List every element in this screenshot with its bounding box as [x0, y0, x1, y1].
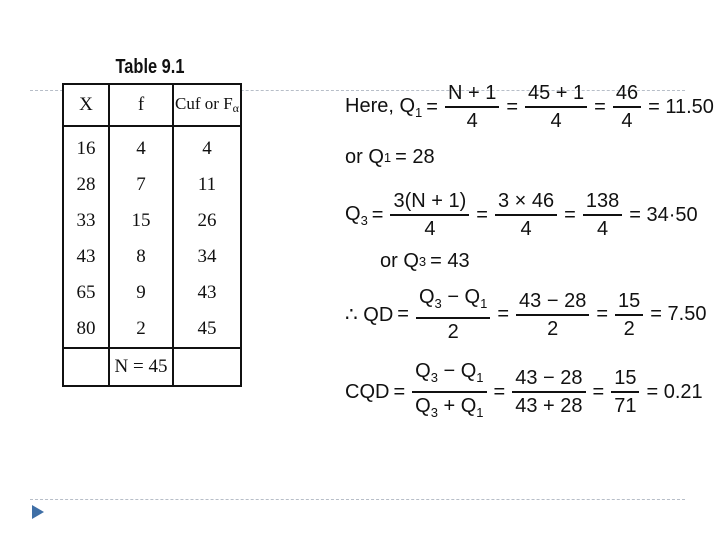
table-caption: Table 9.1 — [115, 56, 185, 78]
cell-cf: 4 — [173, 126, 241, 167]
cell-x: 80 — [63, 311, 109, 348]
cell-f: 2 — [109, 311, 173, 348]
formula-result: = 7.50 — [650, 303, 707, 325]
denominator: 4 — [550, 110, 562, 132]
equals-sign: = — [506, 95, 518, 118]
numerator: 3(N + 1) — [390, 190, 469, 216]
cell-cf: 26 — [173, 203, 241, 239]
cell-cf: 43 — [173, 275, 241, 311]
equals-sign: = — [493, 380, 506, 403]
header-cumulative-subscript: α — [232, 101, 239, 115]
cell-f: 4 — [109, 126, 173, 167]
fraction — [525, 82, 587, 132]
numerator: N + 1 — [445, 82, 499, 108]
slide-bullet-arrow-icon — [32, 505, 44, 519]
fraction — [583, 190, 622, 240]
header-cumulative-frequency — [173, 84, 241, 126]
formula-result: = 0.21 — [646, 380, 703, 403]
formula-q3 — [345, 190, 702, 240]
formula-q3-value — [380, 250, 474, 273]
formula-q1-value — [345, 146, 439, 169]
header-cumulative-label: Cuf or F — [175, 94, 233, 113]
numerator: 46 — [613, 82, 641, 108]
cell-total: N = 45 — [109, 348, 173, 386]
formula-result: = 43 — [430, 250, 470, 272]
frequency-table — [62, 83, 242, 387]
formula-lead: CQD — [345, 380, 390, 403]
equals-sign: = — [426, 95, 438, 118]
equals-sign: = — [476, 203, 488, 226]
fraction — [611, 367, 639, 417]
equals-sign: = — [371, 203, 384, 226]
equals-sign: = — [596, 303, 609, 325]
cell-total-blank — [173, 348, 241, 386]
table-row — [63, 239, 241, 275]
numerator: 138 — [583, 190, 622, 216]
numerator: 3 × 46 — [495, 190, 557, 216]
formula-lead: ∴ QD — [345, 304, 394, 326]
fraction — [390, 190, 469, 240]
denominator: 43 + 28 — [515, 395, 583, 417]
cell-total-blank — [63, 348, 109, 386]
formula-qd — [345, 286, 710, 343]
formula-text: or Q — [345, 146, 384, 168]
cell-x: 28 — [63, 167, 109, 203]
numerator: $Q_3 - Q_1$ — [412, 360, 486, 393]
cell-cf: 11 — [173, 167, 241, 203]
denominator: 4 — [596, 218, 609, 240]
slide-rule-bottom — [30, 499, 685, 500]
cell-f: 9 — [109, 275, 173, 311]
equals-sign: = — [497, 303, 510, 325]
header-f: f — [109, 84, 173, 126]
formula-subscript: 1 — [383, 150, 392, 165]
numerator: $Q_3 - Q_1$ — [416, 286, 490, 319]
table-row — [63, 311, 241, 348]
cell-x: 16 — [63, 126, 109, 167]
equals-sign: = — [592, 380, 605, 403]
denominator: 4 — [466, 110, 478, 132]
formula-q1 — [345, 82, 718, 132]
equals-sign: = — [397, 303, 409, 325]
fraction — [516, 290, 589, 340]
cell-x: 43 — [63, 239, 109, 275]
denominator: 71 — [614, 395, 637, 417]
equals-sign: = — [393, 380, 406, 403]
formula-text: or Q — [380, 250, 419, 272]
formula-lead: Here, $Q_1$ — [345, 94, 423, 120]
fraction — [445, 82, 499, 132]
cell-cf: 34 — [173, 239, 241, 275]
formula-lead: $Q_3$ — [345, 202, 368, 228]
table-row — [63, 275, 241, 311]
fraction — [615, 290, 643, 340]
cell-cf: 45 — [173, 311, 241, 348]
denominator: 4 — [621, 110, 633, 132]
formula-result: = 28 — [395, 146, 435, 168]
formula-result: = 34·50 — [629, 203, 698, 226]
denominator: 2 — [623, 317, 635, 340]
table-header-row — [63, 84, 241, 126]
fraction — [416, 286, 490, 343]
header-x: X — [63, 84, 109, 126]
table-row — [63, 203, 241, 239]
cell-f: 8 — [109, 239, 173, 275]
formula-result: = 11.50 — [648, 95, 714, 118]
numerator: 15 — [615, 290, 643, 316]
table-row — [63, 126, 241, 167]
numerator: 43 − 28 — [512, 367, 585, 393]
denominator: $Q_3 + Q_1$ — [415, 395, 484, 420]
equals-sign: = — [594, 95, 606, 118]
fraction — [412, 360, 486, 424]
table-row — [63, 167, 241, 203]
fraction — [512, 367, 585, 417]
cell-x: 65 — [63, 275, 109, 311]
table-total-row — [63, 348, 241, 386]
denominator: 4 — [424, 218, 436, 240]
equals-sign: = — [564, 203, 576, 226]
denominator: 2 — [447, 321, 459, 343]
denominator: 4 — [520, 218, 532, 240]
fraction — [613, 82, 641, 132]
denominator: 2 — [547, 317, 559, 340]
numerator: 15 — [611, 367, 639, 393]
cell-x: 33 — [63, 203, 109, 239]
numerator: 45 + 1 — [525, 82, 587, 108]
numerator: 43 − 28 — [516, 290, 589, 316]
cell-f: 7 — [109, 167, 173, 203]
cell-f: 15 — [109, 203, 173, 239]
formula-subscript: 3 — [418, 254, 427, 269]
fraction — [495, 190, 557, 240]
formula-cqd — [345, 360, 707, 424]
